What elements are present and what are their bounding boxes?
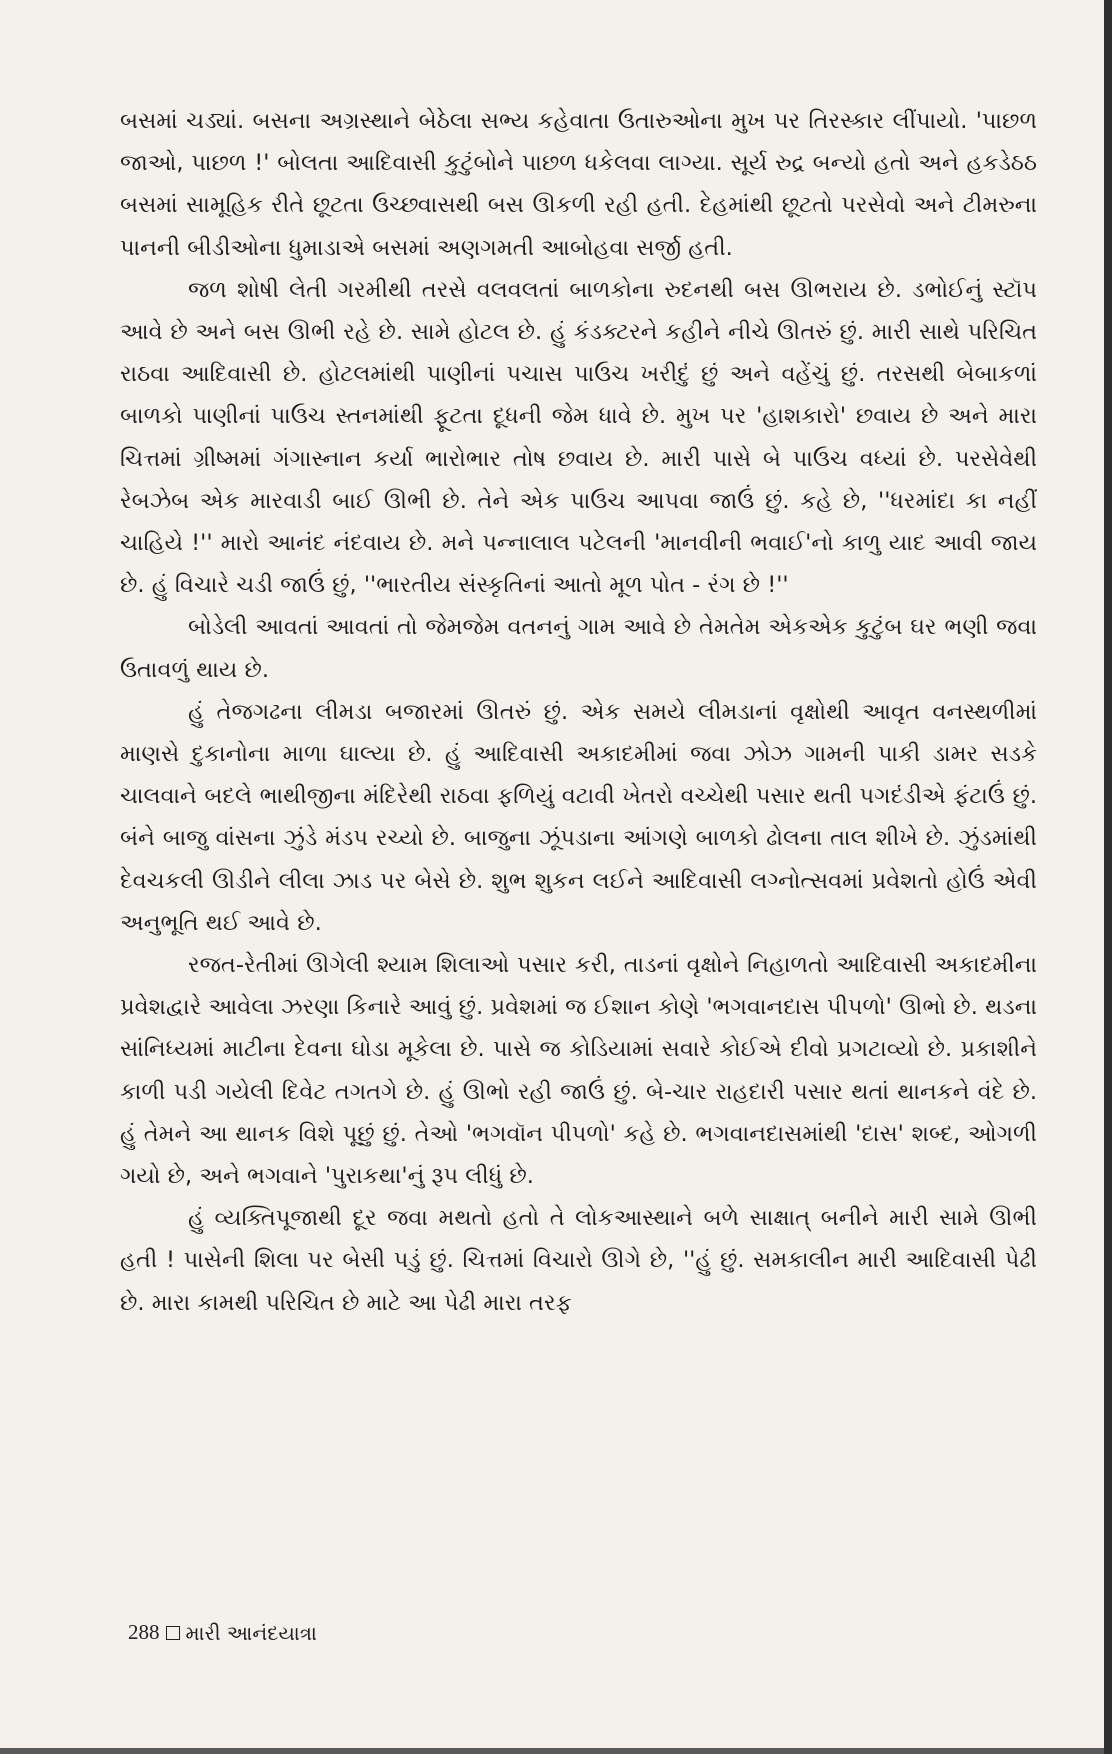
paragraph-5: રજત-રેતીમાં ઊગેલી શ્યામ શિલાઓ પસાર કરી, તાડનાં વૃક્ષોને નિહાળતો આદિવાસી અકાદમીના પ્રવેશદ્વારે આવેલા ઝરણા કિનારે આવું છું. પ્રવેશમાં જ ઈશાન કોણે 'ભગવાનદાસ પીપળો' ઊભો છે. થડના સાંનિધ્યમાં માટીના દેવના ઘોડા મૂકેલા છે. પાસે જ કોડિયામાં સવારે કોઈએ દીવો પ્રગટાવ્યો છે. પ્રકાશીને કાળી પડી ગયેલી દિવેટ તગતગે છે. હું ઊભો રહી જાઉં છું. બે-ચાર રાહદારી પસાર થતાં થાનકને વંદે છે. હું તેમને આ થાનક વિશે પૂછું છું. તેઓ 'ભગવૉન પીપળો' કહે છે. ભગવાનદાસમાંથી 'દાસ' શબ્દ, ઓગળી ગયો છે, અને ભગવાને 'પુરાકથા'નું રૂપ લીધું છે. xyxy=(120,952,1037,1190)
paragraph-6: હું વ્યક્તિપૂજાથી દૂર જવા મથતો હતો તે લોકઆસ્થાને બળે સાક્ષાત્ બનીને મારી સામે ઊભી હતી ! પાસેની શિલા પર બેસી પડું છું. ચિત્તમાં વિચારો ઊગે છે, ''હું છું. સમકાલીન મારી આદિવાસી પેઢી છે. મારા કામથી પરિચિત છે માટે આ પેઢી મારા તરફ xyxy=(120,1205,1037,1316)
page-number: 288 xyxy=(128,1620,160,1644)
body-text xyxy=(120,100,1037,1324)
paragraph-2: જળ શોષી લેતી ગરમીથી તરસે વલવલતાં બાળકોના રુદનથી બસ ઊભરાય છે. ડભોઈનું સ્ટૉપ આવે છે અને બસ ઊભી રહે છે. સામે હોટલ છે. હું કંડક્ટરને કહીને નીચે ઊતરું છું. મારી સાથે પરિચિત રાઠવા આદિવાસી છે. હોટલમાંથી પાણીનાં પચાસ પાઉચ ખરીદું છું અને વહેંચું છું. તરસથી બેબાકળાં બાળકો પાણીનાં પાઉચ સ્તનમાંથી ફૂટતા દૂધની જેમ ધાવે છે. મુખ પર 'હાશકારો' છવાય છે અને મારા ચિત્તમાં ગ્રીષ્મમાં ગંગાસ્નાન કર્યા ભારોભાર તોષ છવાય છે. મારી પાસે બે પાઉચ વધ્યાં છે. પરસેવેથી રેબઝેબ એક મારવાડી બાઈ ઊભી છે. તેને એક પાઉચ આપવા જાઉં છું. કહે છે, ''ધરમાંદા કા નહીં ચાહિયે !'' મારો આનંદ નંદવાય છે. મને પન્નાલાલ પટેલની 'માનવીની ભવાઈ'નો કાળુ યાદ આવી જાય છે. હું વિચારે ચડી જાઉં છું, ''ભારતીય સંસ્કૃતિનાં આતો મૂળ પોત - રંગ છે !'' xyxy=(120,276,1037,599)
paragraph-1: બસમાં ચડ્યાં. બસના અગ્રસ્થાને બેઠેલા સભ્ય કહેવાતા ઉતારુઓના મુખ પર તિરસ્કાર લીંપાયો. 'પાછળ જાઓ, પાછળ !' બોલતા આદિવાસી કુટુંબોને પાછળ ધકેલવા લાગ્યા. સૂર્ય રુદ્ર બન્યો હતો અને હકડેઠઠ બસમાં સામૂહિક રીતે છૂટતા ઉચ્છ્વાસથી બસ ઊકળી રહી હતી. દેહમાંથી છૂટતો પરસેવો અને ટીમરુના પાનની બીડીઓના ધુમાડાએ બસમાં અણગમતી આબોહવા સર્જી હતી. xyxy=(120,108,1037,261)
paragraph-3: બોડેલી આવતાં આવતાં તો જેમજેમ વતનનું ગામ આવે છે તેમતેમ એકએક કુટુંબ ઘર ભણી જવા ઉતાવળું થાય છે. xyxy=(120,614,1037,683)
page-edge xyxy=(1104,0,1112,1754)
page-footer xyxy=(128,1620,317,1645)
paragraph-4: હું તેજગઢના લીમડા બજારમાં ઊતરું છું. એક સમયે લીમડાનાં વૃક્ષોથી આવૃત વનસ્થળીમાં માણસે દુકાનોના માળા ઘાલ્યા છે. હું આદિવાસી અકાદમીમાં જવા ઝોઝ ગામની પાકી ડામર સડકે ચાલવાને બદલે ભાથીજીના મંદિરેથી રાઠવા ફળિયું વટાવી ખેતરો વચ્ચેથી પસાર થતી પગદંડીએ ફંટાઉં છું. બંને બાજુ વાંસના ઝુંડે મંડપ રચ્યો છે. બાજુના ઝૂંપડાના આંગણે બાળકો ઢોલના તાલ શીખે છે. ઝુંડમાંથી દેવચકલી ઊડીને લીલા ઝાડ પર બેસે છે. શુભ શુકન લઈને આદિવાસી લગ્નોત્સવમાં પ્રવેશતો હોઉં એવી અનુભૂતિ થઈ આવે છે. xyxy=(120,698,1037,936)
square-outline-icon xyxy=(166,1626,180,1640)
book-title: મારી આનંદયાત્રા xyxy=(185,1620,317,1645)
